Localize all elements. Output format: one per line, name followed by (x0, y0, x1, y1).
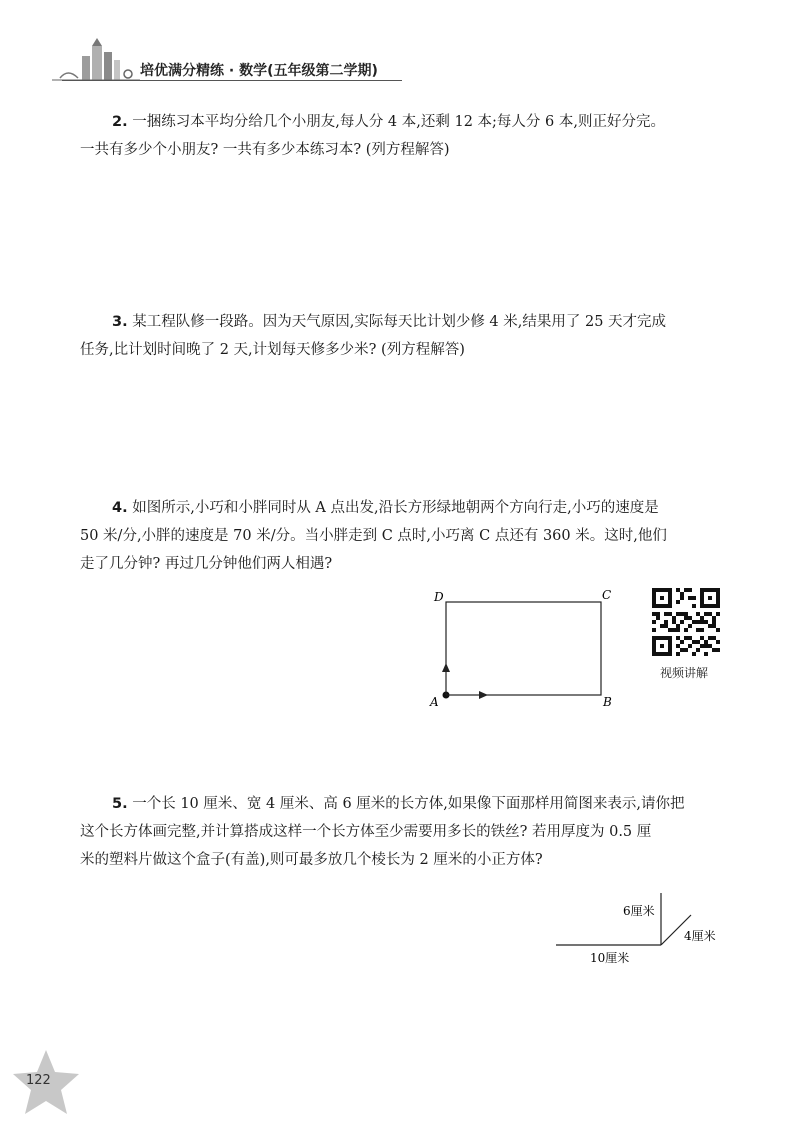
arrow-right-icon (479, 691, 488, 699)
label-b: B (603, 695, 612, 709)
problem-line: 3. 某工程队修一段路。因为天气原因,实际每天比计划少修 4 米,结果用了 25 天才完成 (112, 314, 667, 330)
page-number: 122 (26, 1073, 51, 1088)
problem-4 (80, 494, 740, 578)
label-c: C (602, 588, 612, 602)
header-title: 培优满分精练 · 数学(五年级第二学期) (140, 63, 378, 79)
header-underline (62, 80, 402, 81)
header-decoration-icon (52, 38, 142, 82)
length-label: 10厘米 (590, 951, 630, 965)
problem-line: 4. 如图所示,小巧和小胖同时从 A 点出发,沿长方形绿地朝两个方向行走,小巧的速度是 (112, 500, 659, 516)
problem-3 (80, 308, 740, 364)
problem-line: 任务,比计划时间晚了 2 天,计划每天修多少米? (列方程解答) (80, 342, 465, 358)
problem-line: 米的塑料片做这个盒子(有盖),则可最多放几个棱长为 2 厘米的小正方体? (80, 852, 543, 868)
problem-line: 5. 一个长 10 厘米、宽 4 厘米、高 6 厘米的长方体,如果像下面那样用简图来表示,请你把 (112, 796, 685, 812)
rectangle-figure (420, 585, 630, 710)
problem-line: 一共有多少个小朋友? 一共有多少本练习本? (列方程解答) (80, 142, 450, 158)
label-a: A (430, 695, 439, 709)
height-label: 6厘米 (623, 904, 655, 918)
problem-5 (80, 790, 740, 874)
label-d: D (434, 590, 444, 604)
problem-line: 走了几分钟? 再过几分钟他们两人相遇? (80, 556, 333, 572)
problem-line: 50 米/分,小胖的速度是 70 米/分。当小胖走到 C 点时,小巧离 C 点还有 360 米。这时,他们 (80, 528, 667, 544)
problem-2 (80, 108, 740, 164)
problem-number: 2. (112, 114, 128, 130)
problem-line: 这个长方体画完整,并计算搭成这样一个长方体至少需要用多长的铁丝? 若用厚度为 0.5 厘 (80, 824, 652, 840)
green-field-rectangle (446, 602, 601, 695)
qr-code-icon[interactable] (652, 588, 720, 656)
problem-line: 2. 一捆练习本平均分给几个小朋友,每人分 4 本,还剩 12 本;每人分 6 本,则正好分完。 (112, 114, 665, 130)
problem-number: 3. (112, 314, 128, 330)
cuboid-sketch-figure (548, 885, 728, 970)
arrow-up-icon (442, 663, 450, 672)
problem-number: 5. (112, 796, 128, 812)
qr-caption: 视频讲解 (660, 666, 709, 680)
width-label: 4厘米 (684, 929, 716, 943)
problem-number: 4. (112, 500, 128, 516)
